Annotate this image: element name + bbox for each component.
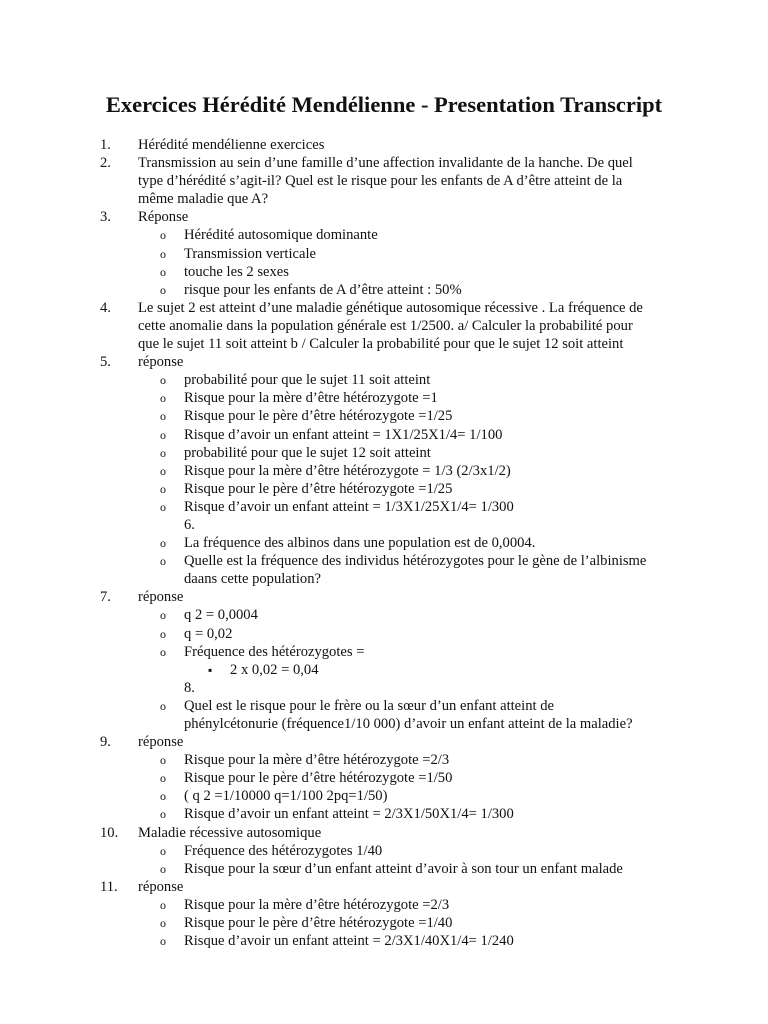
item-text: réponse	[138, 734, 184, 751]
sub-item	[0, 281, 684, 299]
item-text: réponse	[138, 589, 184, 606]
stray-number: 8.	[184, 679, 195, 696]
list-item	[0, 733, 668, 751]
circle-bullet-icon: o	[160, 608, 166, 623]
item-text: Le sujet 2 est atteint d’une maladie génétique autosomique récessive . La fréquence de	[138, 299, 643, 316]
sub-item	[0, 805, 684, 823]
item-text: Maladie récessive autosomique	[138, 824, 322, 841]
sub-item-text: Risque d’avoir un enfant atteint = 1/3X1/25X1/4= 1/300	[184, 498, 514, 515]
circle-bullet-icon: o	[160, 934, 166, 949]
sub-item-text: ( q 2 =1/10000 q=1/100 2pq=1/50)	[184, 788, 388, 805]
circle-bullet-icon: o	[160, 409, 166, 424]
circle-bullet-icon: o	[160, 807, 166, 822]
sub-item-text: probabilité pour que le sujet 11 soit atteint	[184, 372, 431, 389]
sub-item	[0, 552, 684, 588]
sub-item	[0, 932, 684, 950]
sub-item-text: Quelle est la fréquence des individus hétérozygotes pour le gène de l’albinisme	[184, 553, 647, 570]
sub-item-text: Risque pour le père d’être hétérozygote =1/40	[184, 915, 453, 932]
list-item	[0, 878, 668, 896]
sub-item-text: q 2 = 0,0004	[184, 607, 258, 624]
sub-item	[0, 245, 684, 263]
sub-item	[0, 263, 684, 281]
sub-item-text: Fréquence des hétérozygotes 1/40	[184, 842, 383, 859]
item-number: 3.	[100, 209, 111, 226]
item-number: 4.	[100, 299, 111, 316]
sub-item-text: Risque pour le père d’être hétérozygote =1/50	[184, 770, 453, 787]
item-number: 2.	[100, 155, 111, 172]
list-item	[0, 824, 668, 842]
circle-bullet-icon: o	[160, 843, 166, 858]
circle-bullet-icon: o	[160, 264, 166, 279]
item-text: réponse	[138, 878, 184, 895]
list-item	[0, 154, 668, 208]
sub-item	[0, 697, 684, 733]
sub-item	[0, 371, 684, 389]
sub-item	[0, 480, 684, 498]
sub-item	[0, 769, 684, 787]
sub-item-text: Hérédité autosomique dominante	[184, 227, 378, 244]
item-text: même maladie que A?	[138, 191, 269, 208]
item-text: type d’hérédité s’agit-il? Quel est le risque pour les enfants de A d’être atteint de la	[138, 173, 623, 190]
item-number: 7.	[100, 589, 111, 606]
item-number: 1.	[100, 137, 111, 153]
circle-bullet-icon: o	[160, 698, 166, 713]
item-text: que le sujet 11 soit atteint b / Calculer la probabilité pour que le sujet 12 soit atteint	[138, 336, 624, 353]
circle-bullet-icon: o	[160, 861, 166, 876]
circle-bullet-icon: o	[160, 897, 166, 912]
stray-number: 6.	[184, 516, 195, 533]
circle-bullet-icon: o	[160, 427, 166, 442]
item-number: 11.	[100, 878, 118, 895]
circle-bullet-icon: o	[160, 391, 166, 406]
sub-item-text: Risque pour la mère d’être hétérozygote = 1/3 (2/3x1/2)	[184, 462, 511, 479]
circle-bullet-icon: o	[160, 536, 166, 551]
item-text: Réponse	[138, 209, 189, 226]
sub-item-text: Risque pour la mère d’être hétérozygote =2/3	[184, 896, 450, 913]
sub-item	[0, 226, 684, 244]
list-item	[0, 208, 668, 226]
circle-bullet-icon: o	[160, 282, 166, 297]
sub-item	[0, 860, 684, 878]
sub-item-text: Risque d’avoir un enfant atteint = 1X1/25X1/4= 1/100	[184, 426, 503, 443]
circle-bullet-icon: o	[160, 916, 166, 931]
sub-item-text: Fréquence des hétérozygotes =	[184, 643, 365, 660]
sub-item	[0, 751, 684, 769]
sub-item-text: Risque pour la mère d’être hétérozygote =1	[184, 390, 438, 407]
sub-item	[0, 787, 684, 805]
circle-bullet-icon: o	[160, 228, 166, 243]
circle-bullet-icon: o	[160, 463, 166, 478]
page-title: Exercices Hérédité Mendélienne - Presentation Transcript	[105, 92, 663, 117]
circle-bullet-icon: o	[160, 626, 166, 641]
sub-item-text-continued: daans cette population?	[184, 571, 321, 588]
sub-item	[0, 444, 684, 462]
sub-item	[0, 643, 684, 661]
sub-item	[0, 914, 684, 932]
sub-item-text: Risque pour la sœur d’un enfant atteint d’avoir à son tour un enfant malade	[184, 860, 623, 877]
sub-item	[0, 606, 684, 624]
item-text: réponse	[138, 354, 184, 371]
sub-item	[0, 389, 684, 407]
circle-bullet-icon: o	[160, 499, 166, 514]
sub-item-text: Risque d’avoir un enfant atteint = 2/3X1/40X1/4= 1/240	[184, 933, 514, 950]
sub-item-text: Quel est le risque pour le frère ou la sœur d’un enfant atteint de	[184, 697, 554, 714]
nested-sub-item	[0, 661, 768, 679]
item-number: 5.	[100, 354, 111, 371]
sub-item	[0, 407, 684, 425]
circle-bullet-icon: o	[160, 644, 166, 659]
circle-bullet-icon: o	[160, 373, 166, 388]
sub-item-text: Risque pour la mère d’être hétérozygote =2/3	[184, 752, 450, 769]
nested-sub-item-text: 2 x 0,02 = 0,04	[230, 661, 319, 678]
sub-item-text: risque pour les enfants de A d’être atteint : 50%	[184, 281, 462, 298]
sub-item-text: q = 0,02	[184, 625, 233, 642]
sub-item	[0, 534, 684, 552]
circle-bullet-icon: o	[160, 771, 166, 786]
item-text: Hérédité mendélienne exercices	[138, 137, 325, 153]
item-text: cette anomalie dans la population générale est 1/2500. a/ Calculer la probabilité pour	[138, 317, 633, 334]
sub-item-text: Risque pour le père d’être hétérozygote =1/25	[184, 408, 453, 425]
sub-item	[0, 842, 684, 860]
circle-bullet-icon: o	[160, 789, 166, 804]
list-item	[0, 299, 668, 353]
sub-item-text: Risque d’avoir un enfant atteint = 2/3X1/50X1/4= 1/300	[184, 806, 514, 823]
item-text: Transmission au sein d’une famille d’une affection invalidante de la hanche. De quel	[138, 155, 633, 172]
circle-bullet-icon: o	[160, 481, 166, 496]
list-item	[0, 136, 668, 154]
item-number: 9.	[100, 734, 111, 751]
sub-item-text-continued: phénylcétonurie (fréquence1/10 000) d’avoir un enfant atteint de la maladie?	[184, 716, 633, 732]
sub-item	[0, 896, 684, 914]
exercise-list	[0, 136, 768, 950]
sub-item	[0, 498, 684, 516]
sub-item-text: Risque pour le père d’être hétérozygote =1/25	[184, 480, 453, 497]
sub-item	[0, 462, 684, 480]
square-bullet-icon: ▪	[208, 662, 213, 677]
item-number: 10.	[100, 824, 119, 841]
sub-item-text: touche les 2 sexes	[184, 263, 289, 280]
circle-bullet-icon: o	[160, 246, 166, 261]
sub-item-text: Transmission verticale	[184, 245, 317, 262]
list-item	[0, 353, 668, 371]
list-item	[0, 588, 668, 606]
circle-bullet-icon: o	[160, 554, 166, 569]
sub-item	[0, 625, 684, 643]
sub-item	[0, 426, 684, 444]
sub-item-text: probabilité pour que le sujet 12 soit atteint	[184, 444, 431, 461]
sub-item-text: La fréquence des albinos dans une population est de 0,0004.	[184, 535, 536, 552]
circle-bullet-icon: o	[160, 445, 166, 460]
circle-bullet-icon: o	[160, 753, 166, 768]
